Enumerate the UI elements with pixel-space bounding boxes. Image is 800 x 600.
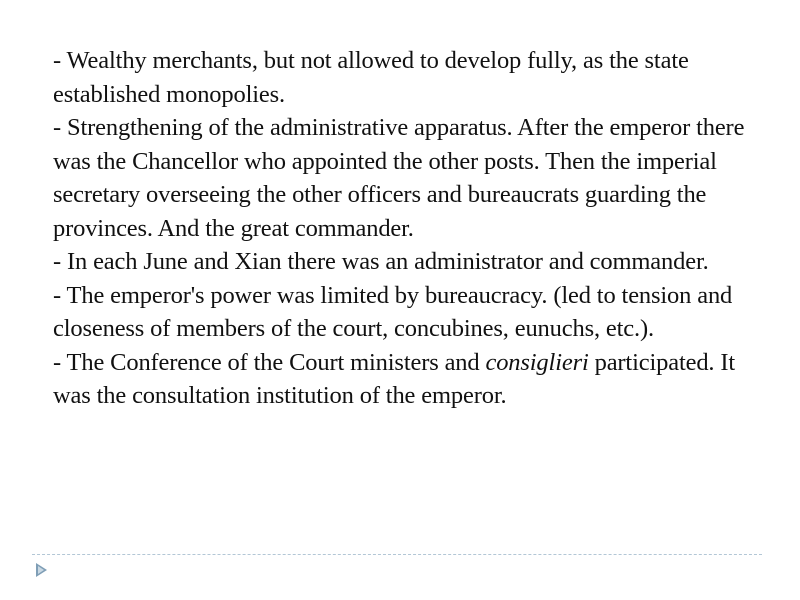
conference-text-end: participated. It was the consultation institution of the emperor. <box>53 348 736 409</box>
conference-italic-term: consiglieri <box>485 348 589 376</box>
slide-body <box>53 44 773 413</box>
triangle-right-icon <box>36 563 47 577</box>
bullet-emperor-power: - The emperor's power was limited by bureaucracy. (led to tension and closeness of members of the court, concubines, eunuchs, etc.). <box>53 281 733 342</box>
footer-divider <box>32 554 762 555</box>
bullet-merchants: - Wealthy merchants, but not allowed to develop fully, as the state established monopolies. <box>53 47 689 108</box>
bullet-conference <box>53 346 773 413</box>
bullet-administrative-apparatus: - Strengthening of the administrative apparatus. After the emperor there was the Chancellor who appointed the other posts. Then the imperial secretary overseeing the other officers and bureaucrats guarding the provinces. And the great commander. <box>53 114 745 242</box>
conference-text-start: - The Conference of the Court ministers and <box>53 348 486 376</box>
bullet-june-xian: - In each June and Xian there was an administrator and commander. <box>53 248 709 275</box>
